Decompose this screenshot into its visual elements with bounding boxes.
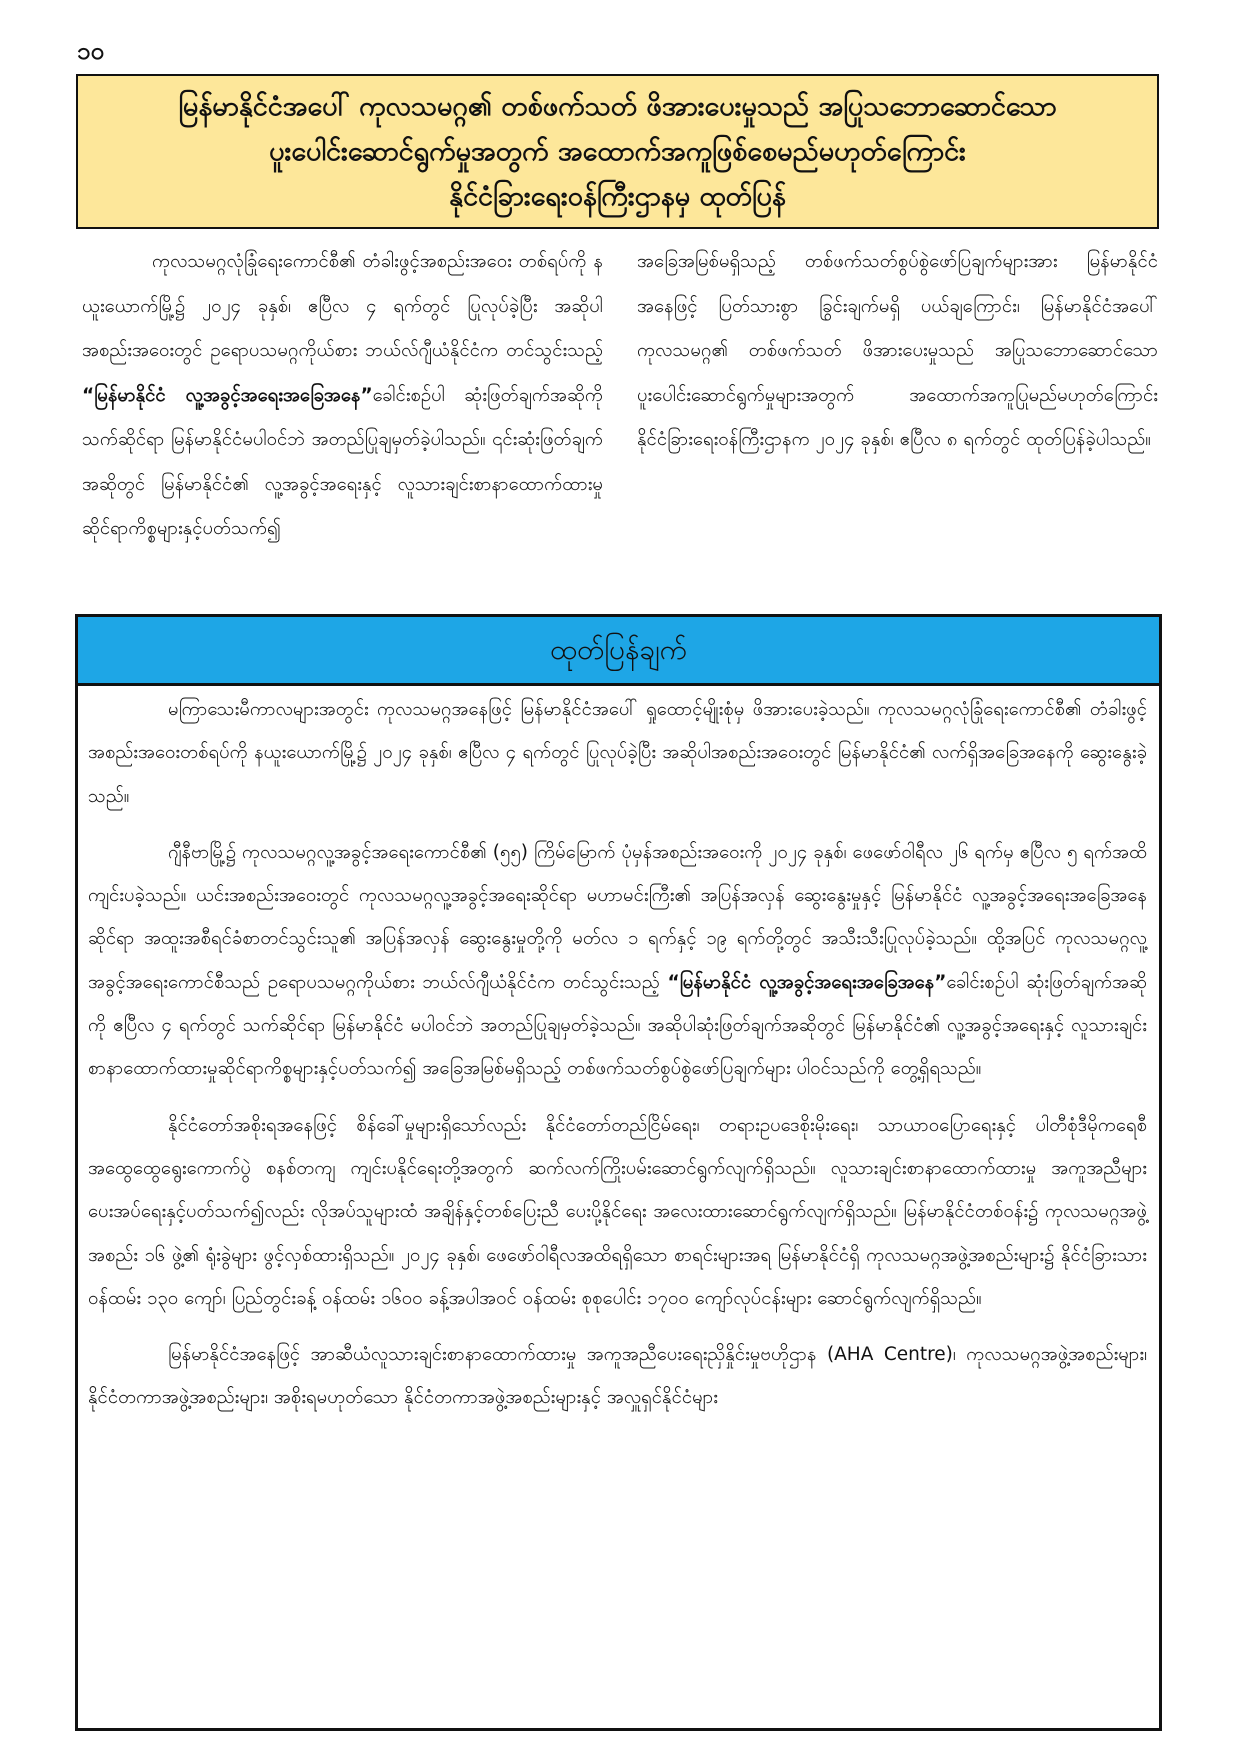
statement-header: ထုတ်ပြန်ချက် — [78, 617, 1159, 686]
statement-box — [75, 614, 1162, 1731]
statement-body — [78, 686, 1159, 1724]
headline-line-3: နိုင်ငံခြားရေးဝန်ကြီးဌာနမှ ထုတ်ပြန် — [449, 181, 786, 212]
intro-right-column — [637, 240, 1158, 600]
statement-p2-text-a: ဂျီနီဗာမြို့၌ ကုလသမဂ္ဂလူ့အခွင့်အရေးကောင်စီ၏ (၅၅) ကြိမ်မြောက် ပုံမှန်အစည်းအဝေးကို ၂၀၂၄ ခုနှစ်၊ ဖေဖော်ဝါရီလ ၂၆ ရက်မှ ဧပြီလ ၅ ရက်အထိ ကျင်းပခဲ့သည်။ ယင်းအစည်းအဝေးတွင် ကုလသမဂ္ဂလူ့အခွင့်အရေးဆိုင်ရာ မဟာမင်းကြီး၏ အပြန်အလှန် ဆွေးနွေးမှုနှင့် မြန်မာနိုင်ငံ လူ့အခွင့်အရေးအခြေအနေဆိုင်ရာ အထူးအစီရင်ခံစာတင်သွင်းသူ၏ အပြန်အလှန် ဆွေးနွေးမှုတို့ကို မတ်လ ၁ ရက်နှင့် ၁၉ ရက်တို့တွင် အသီးသီးပြုလုပ်ခဲ့သည်။ ထို့အပြင် ကုလသမဂ္ဂလူ့အခွင့်အရေးကောင်စီသည် ဥရောပသမဂ္ဂကိုယ်စား ဘယ်လ်ဂျီယံနိုင်ငံက တင်သွင်းသည့် — [88, 841, 1147, 993]
page-number: ၁၀ — [77, 37, 104, 65]
intro-left-text-a: ကုလသမဂ္ဂလုံခြုံရေးကောင်စီ၏ တံခါးဖွင့်အစည်းအဝေး တစ်ရပ်ကို နယူးယောက်မြို့၌ ၂၀၂၄ ခုနှစ်၊ ဧပြီလ ၄ ရက်တွင် ပြုလုပ်ခဲ့ပြီး အဆိုပါအစည်းအဝေးတွင် ဥရောပသမဂ္ဂကိုယ်စား ဘယ်လ်ဂျီယံနိုင်ငံက တင်သွင်းသည့် — [82, 251, 603, 361]
headline-box — [76, 74, 1159, 229]
statement-p2-text-b: ခေါင်းစဉ်ပါ ဆုံးဖြတ်ချက်အဆိုကို ဧပြီလ ၄ ရက်တွင် သက်ဆိုင်ရာ မြန်မာနိုင်ငံ မပါဝင်ဘဲ အတည်ပြုချမှတ်ခဲ့သည်။ အဆိုပါဆုံးဖြတ်ချက်အဆိုတွင် မြန်မာနိုင်ငံ၏ လူ့အခွင့်အရေးနှင့် လူသားချင်းစာနာထောက်ထားမှုဆိုင်ရာကိစ္စများနှင့်ပတ်သက်၍ အခြေအမြစ်မရှိသည့် တစ်ဖက်သတ်စွပ်စွဲဖော်ပြချက်များ ပါဝင်သည်ကို တွေ့ရှိရသည်။ — [88, 971, 1147, 1080]
intro-left-paragraph — [82, 240, 603, 552]
intro-right-paragraph: အခြေအမြစ်မရှိသည့် တစ်ဖက်သတ်စွပ်စွဲဖော်ပြချက်များအား မြန်မာနိုင်ငံအနေဖြင့် ပြတ်သားစွာ ခြွင်းချက်မရှိ ပယ်ချကြောင်း၊ မြန်မာနိုင်ငံအပေါ် ကုလသမဂ္ဂ၏ တစ်ဖက်သတ် ဖိအားပေးမှုသည် အပြုသဘောဆောင်သော ပူးပေါင်းဆောင်ရွက်မှုများအတွက် အထောက်အကူပြုမည်မဟုတ်ကြောင်း နိုင်ငံခြားရေးဝန်ကြီးဌာနက ၂၀၂၄ ခုနှစ်၊ ဧပြီလ ၈ ရက်တွင် ထုတ်ပြန်ခဲ့ပါသည်။ — [637, 251, 1158, 450]
statement-paragraph-3: နိုင်ငံတော်အစိုးရအနေဖြင့် စိန်ခေါ်မှုများရှိသော်လည်း နိုင်ငံတော်တည်ငြိမ်ရေး၊ တရားဥပဒေစိုးမိုးရေး၊ သာယာဝပြောရေးနှင့် ပါတီစုံဒီမိုကရေစီ အထွေထွေရွေးကောက်ပွဲ စနစ်တကျ ကျင်းပနိုင်ရေးတို့အတွက် ဆက်လက်ကြိုးပမ်းဆောင်ရွက်လျက်ရှိသည်။ လူသားချင်းစာနာထောက်ထားမှု အကူအညီများပေးအပ်ရေးနှင့်ပတ်သက်၍လည်း လိုအပ်သူများထံ အချိန်နှင့်တစ်ပြေးညီ ပေးပို့နိုင်ရေး အလေးထားဆောင်ရွက်လျက်ရှိသည်။ မြန်မာနိုင်ငံတစ်ဝန်း၌ ကုလသမဂ္ဂအဖွဲ့အစည်း ၁၆ ဖွဲ့၏ ရုံးခွဲများ ဖွင့်လှစ်ထားရှိသည်။ ၂၀၂၄ ခုနှစ်၊ ဖေဖော်ဝါရီလအထိရရှိသော စာရင်းများအရ မြန်မာနိုင်ငံရှိ ကုလသမဂ္ဂအဖွဲ့အစည်းများ၌ နိုင်ငံခြားသားဝန်ထမ်း ၁၃၀ ကျော်၊ ပြည်တွင်းခန့် ဝန်ထမ်း ၁၆၀၀ ခန့်အပါအဝင် ဝန်ထမ်း စုစုပေါင်း ၁၇၀၀ ကျော်လုပ်ငန်းများ ဆောင်ရွက်လျက်ရှိသည်။ — [88, 1114, 1147, 1309]
intro-left-text-b: ခေါင်းစဉ်ပါ ဆုံးဖြတ်ချက်အဆိုကို သက်ဆိုင်ရာ မြန်မာနိုင်ငံမပါဝင်ဘဲ အတည်ပြုချမှတ်ခဲ့ပါသည်။ ၎င်းဆုံးဖြတ်ချက်အဆိုတွင် မြန်မာနိုင်ငံ၏ လူ့အခွင့်အရေးနှင့် လူသားချင်းစာနာထောက်ထားမှုဆိုင်ရာကိစ္စများနှင့်ပတ်သက်၍ — [82, 384, 603, 539]
intro-left-column — [82, 240, 603, 600]
intro-section — [82, 240, 1158, 600]
statement-p2-bold-title: “မြန်မာနိုင်ငံ လူ့အခွင့်အရေးအခြေအနေ” — [667, 971, 947, 993]
intro-left-bold-title: “မြန်မာနိုင်ငံ လူ့အခွင့်အရေးအခြေအနေ” — [82, 384, 373, 406]
headline-line-2: ပူးပေါင်းဆောင်ရွက်မှုအတွက် အထောက်အကူဖြစ်စေမည်မဟုတ်ကြောင်း — [269, 136, 966, 167]
statement-paragraph-4: မြန်မာနိုင်ငံအနေဖြင့် အာဆီယံလူသားချင်းစာနာထောက်ထားမှု အကူအညီပေးရေးညှိနှိုင်းမှုဗဟိုဌာန (AHA Centre)၊ ကုလသမဂ္ဂအဖွဲ့အစည်းများ၊ နိုင်ငံတကာအဖွဲ့အစည်းများ၊ အစိုးရမဟုတ်သော နိုင်ငံတကာအဖွဲ့အစည်းများနှင့် အလှူရှင်နိုင်ငံများ — [88, 1344, 1147, 1409]
headline-line-1: မြန်မာနိုင်ငံအပေါ် ကုလသမဂ္ဂ၏ တစ်ဖက်သတ် ဖိအားပေးမှုသည် အပြုသဘောဆောင်သော — [178, 91, 1057, 122]
statement-paragraph-1: မကြာသေးမီကာလများအတွင်း ကုလသမဂ္ဂအနေဖြင့် မြန်မာနိုင်ငံအပေါ် ရှုထောင့်မျိုးစုံမှ ဖိအားပေးခဲ့သည်။ ကုလသမဂ္ဂလုံခြုံရေးကောင်စီ၏ တံခါးဖွင့်အစည်းအဝေးတစ်ရပ်ကို နယူးယောက်မြို့၌ ၂၀၂၄ ခုနှစ်၊ ဧပြီလ ၄ ရက်တွင် ပြုလုပ်ခဲ့ပြီး အဆိုပါအစည်းအဝေးတွင် မြန်မာနိုင်ငံ၏ လက်ရှိအခြေအနေကို ဆွေးနွေးခဲ့သည်။ — [88, 699, 1147, 807]
statement-paragraph-2 — [88, 831, 1147, 1091]
